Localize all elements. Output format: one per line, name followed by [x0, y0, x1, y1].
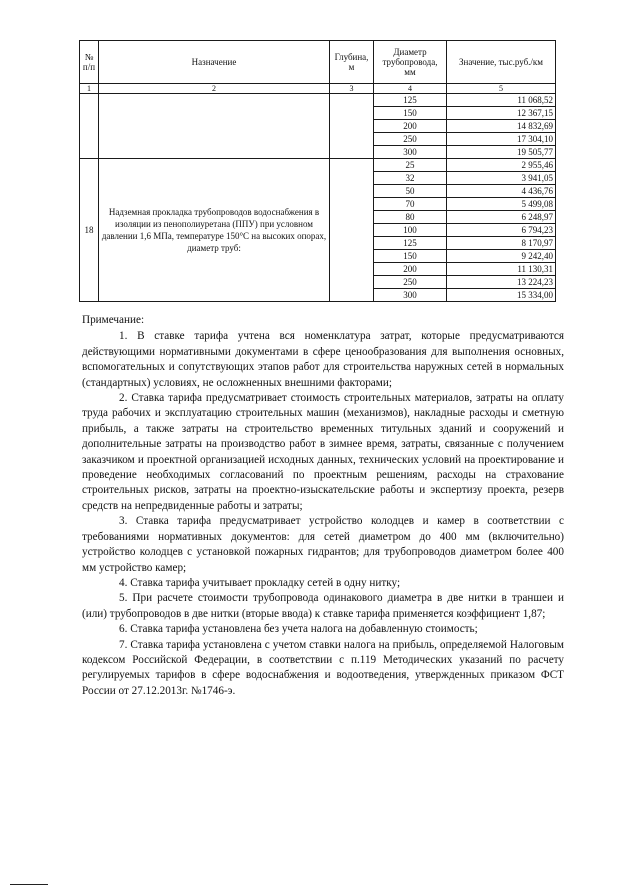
header-value: Значение, тыс.руб./км: [447, 41, 556, 84]
column-number: 4: [374, 84, 447, 94]
note-item: 7. Ставка тарифа установлена с учетом ставки налога на прибыль, определяемой Налоговым кодексом Российской Федерации, в соответствии с п.119 Методических указаний по расчету регулируемых тарифов в сфере водоснабжения и водоотведения, утвержденных приказом ФСТ России от 27.12.2013г. №1746-э.: [82, 638, 564, 697]
footer-rule: [10, 884, 48, 885]
cell-value: 15 334,00: [447, 289, 556, 302]
cell-value: 5 499,08: [447, 198, 556, 211]
cell-diameter: 200: [374, 120, 447, 133]
row-number: [80, 94, 99, 159]
notes-section: [82, 313, 564, 699]
cell-diameter: 125: [374, 237, 447, 250]
cell-diameter: 150: [374, 107, 447, 120]
note-item: 6. Ставка тарифа установлена без учета налога на добавленную стоимость;: [119, 623, 478, 636]
cell-diameter: 300: [374, 146, 447, 159]
tariff-table: [79, 40, 556, 302]
notes-list: [82, 329, 564, 699]
cell-diameter: 200: [374, 263, 447, 276]
row-description: Надземная прокладка трубопроводов водоснабжения в изоляции из пенополиуретана (ППУ) при условном давлении 1,6 МПа, температуре 150°С на высоких опорах, диаметр труб:: [99, 159, 330, 302]
cell-value: 19 505,77: [447, 146, 556, 159]
row-description: [99, 94, 330, 159]
note-item: 1. В ставке тарифа учтена вся номенклатура затрат, которые предусматриваются действующими нормативными документами в сфере ценообразования для выполнения основных, вспомогательных и сопутствующих этапов работ для строительства наружных сетей в нормальных (стандартных) условиях, не осложненных внешними факторами;: [82, 330, 564, 389]
table-row: [80, 94, 556, 107]
column-number: 1: [80, 84, 99, 94]
cell-diameter: 25: [374, 159, 447, 172]
note-item: 4. Ставка тарифа учитывает прокладку сетей в одну нитку;: [119, 576, 401, 589]
cell-diameter: 32: [374, 172, 447, 185]
cell-diameter: 150: [374, 250, 447, 263]
cell-value: 2 955,46: [447, 159, 556, 172]
cell-value: 4 436,76: [447, 185, 556, 198]
note-item: 2. Ставка тарифа предусматривает стоимость строительных материалов, затраты на оплату труда рабочих и эксплуатацию строительных машин (механизмов), накладные расходы и сметную прибыль, а также затраты на строительство временных титульных зданий и сооружений и дополнительные затраты на производство работ в зимнее время, затраты, связанные с получением заказчиком и проектной организацией исходных данных, технических условий на проектирование и проведение необходимых согласований по проектным решениям, расходы на страхование строительных рисков, затраты на проектно-изыскательские работы и экспертизу проекта, резерв средств на непредвиденные работы и затраты;: [82, 392, 564, 512]
cell-value: 3 941,05: [447, 172, 556, 185]
cell-value: 12 367,15: [447, 107, 556, 120]
notes-title: Примечание:: [82, 314, 145, 326]
note-item: 5. При расчете стоимости трубопровода одинакового диаметра в две нитки в траншеи и (или) трубопроводов в две нитки (вторые ввода) к ставке тарифа применяется коэффициент 1,87;: [82, 592, 564, 620]
cell-value: 11 068,52: [447, 94, 556, 107]
cell-diameter: 250: [374, 133, 447, 146]
header-diameter: Диаметр трубопровода, мм: [374, 41, 447, 84]
cell-diameter: 125: [374, 94, 447, 107]
cell-value: 13 224,23: [447, 276, 556, 289]
row-depth: [330, 94, 374, 159]
table-header-row: [80, 41, 556, 84]
cell-value: 8 170,97: [447, 237, 556, 250]
cell-value: 17 304,10: [447, 133, 556, 146]
column-number: 3: [330, 84, 374, 94]
cell-value: 6 794,23: [447, 224, 556, 237]
cell-value: 11 130,31: [447, 263, 556, 276]
header-num: № п/п: [80, 41, 99, 84]
table-row: [80, 159, 556, 172]
cell-diameter: 250: [374, 276, 447, 289]
column-numbers-row: [80, 84, 556, 94]
header-name: Назначение: [99, 41, 330, 84]
cell-value: 14 832,69: [447, 120, 556, 133]
header-depth: Глубина, м: [330, 41, 374, 84]
cell-value: 6 248,97: [447, 211, 556, 224]
row-number: 18: [80, 159, 99, 302]
note-item: 3. Ставка тарифа предусматривает устройство колодцев и камер в соответствии с требованиями нормативных документов: для сетей диаметром до 400 мм (включительно) устройство колодцев с установкой пожарных гидрантов; для трубопроводов диаметром более 400 мм устройство камер;: [82, 515, 564, 574]
cell-diameter: 80: [374, 211, 447, 224]
row-depth: [330, 159, 374, 302]
cell-diameter: 300: [374, 289, 447, 302]
cell-diameter: 100: [374, 224, 447, 237]
column-number: 2: [99, 84, 330, 94]
cell-value: 9 242,40: [447, 250, 556, 263]
column-number: 5: [447, 84, 556, 94]
cell-diameter: 50: [374, 185, 447, 198]
cell-diameter: 70: [374, 198, 447, 211]
